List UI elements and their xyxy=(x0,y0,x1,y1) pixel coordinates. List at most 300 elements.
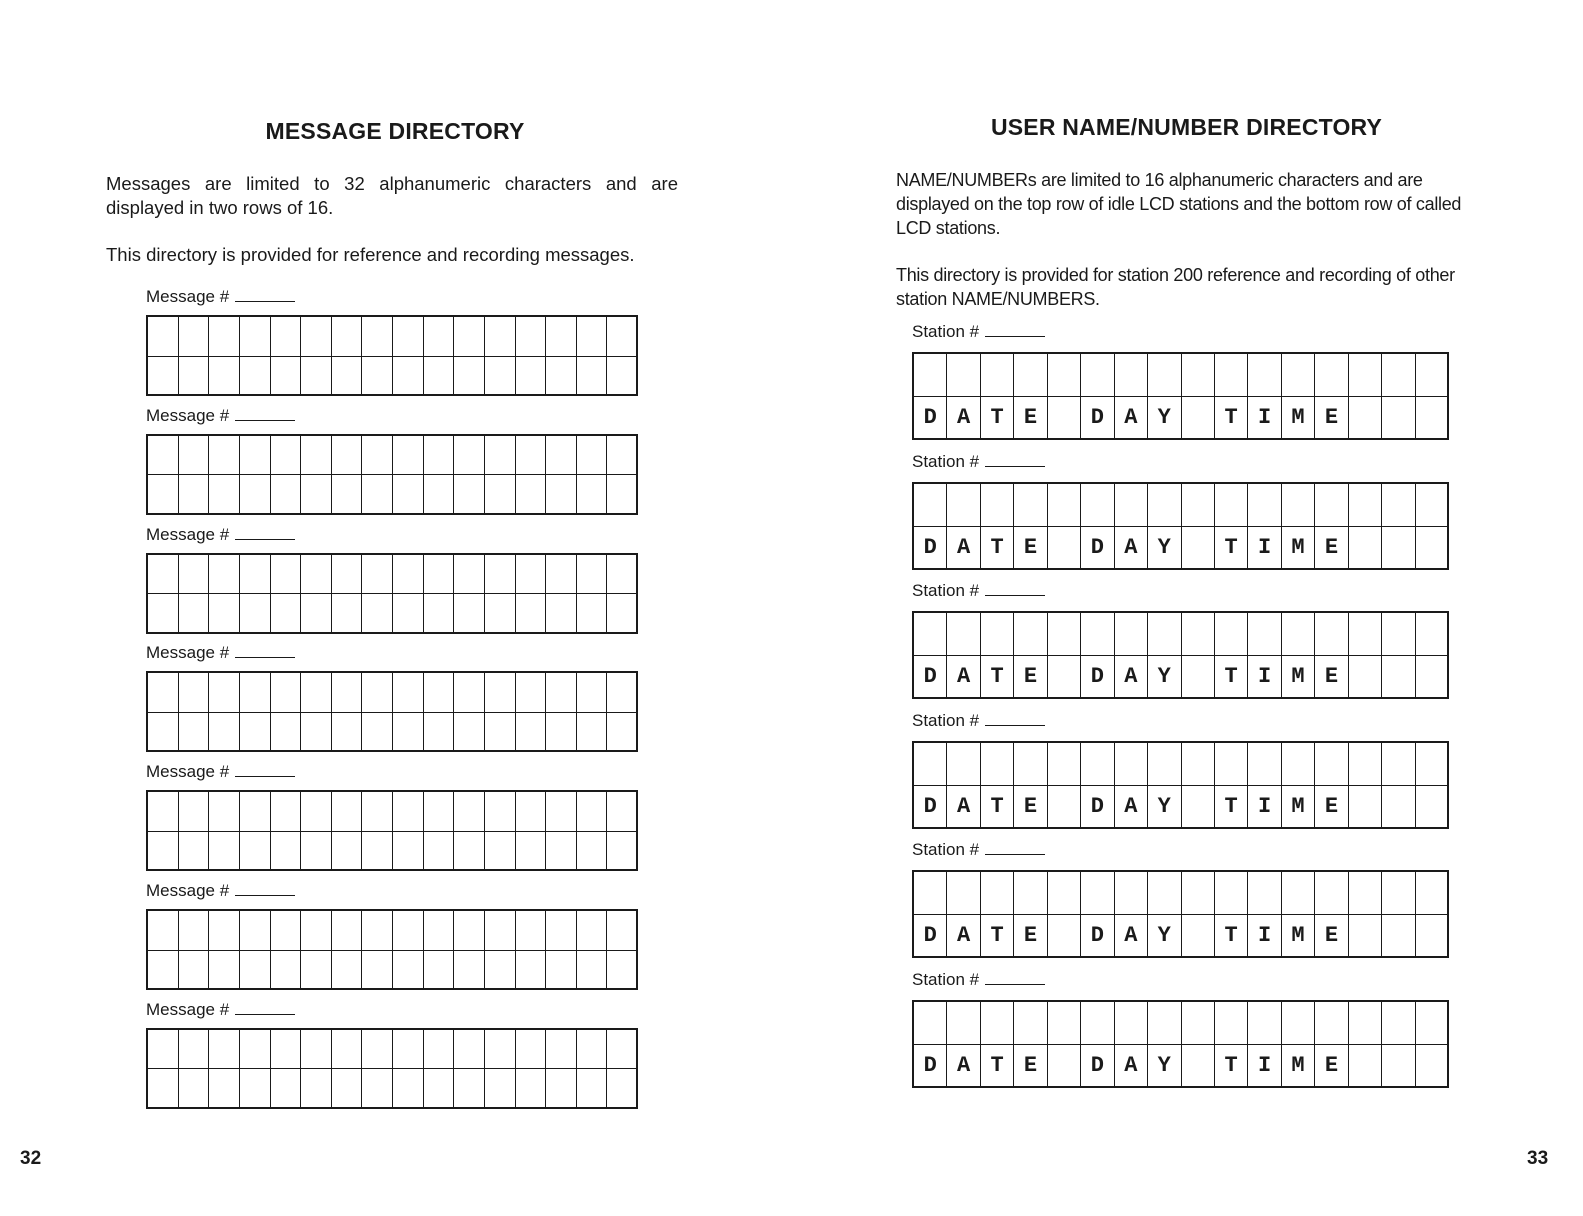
station-date-day-time-cell[interactable]: A xyxy=(947,397,980,440)
message-character-cell[interactable] xyxy=(209,911,240,951)
message-character-cell[interactable] xyxy=(332,555,363,595)
station-name-cell[interactable] xyxy=(1315,484,1348,527)
message-character-cell[interactable] xyxy=(209,436,240,476)
message-character-cell[interactable] xyxy=(454,673,485,713)
station-name-cell[interactable] xyxy=(1148,872,1181,915)
message-character-cell[interactable] xyxy=(148,317,179,357)
message-character-cell[interactable] xyxy=(362,475,393,515)
station-date-day-time-cell[interactable]: A xyxy=(1115,1045,1148,1088)
message-character-cell[interactable] xyxy=(240,673,271,713)
message-character-cell[interactable] xyxy=(148,436,179,476)
station-name-cell[interactable] xyxy=(1248,743,1281,786)
message-character-cell[interactable] xyxy=(240,951,271,991)
station-date-day-time-cell[interactable]: T xyxy=(1215,527,1248,570)
station-name-cell[interactable] xyxy=(1282,743,1315,786)
message-character-cell[interactable] xyxy=(271,1069,302,1109)
station-date-day-time-cell[interactable] xyxy=(1382,786,1415,829)
station-date-day-time-cell[interactable]: T xyxy=(1215,656,1248,699)
station-date-day-time-cell[interactable]: D xyxy=(1081,786,1114,829)
station-date-day-time-cell[interactable]: A xyxy=(1115,786,1148,829)
message-character-cell[interactable] xyxy=(577,713,608,753)
message-character-cell[interactable] xyxy=(546,951,577,991)
message-character-cell[interactable] xyxy=(271,357,302,397)
message-character-cell[interactable] xyxy=(301,1069,332,1109)
message-character-cell[interactable] xyxy=(332,792,363,832)
station-name-cell[interactable] xyxy=(1382,1002,1415,1045)
message-character-cell[interactable] xyxy=(546,792,577,832)
message-character-cell[interactable] xyxy=(424,1030,455,1070)
message-character-cell[interactable] xyxy=(454,792,485,832)
station-name-cell[interactable] xyxy=(1416,872,1449,915)
station-name-cell[interactable] xyxy=(1081,743,1114,786)
station-name-cell[interactable] xyxy=(1382,613,1415,656)
station-name-cell[interactable] xyxy=(1014,872,1047,915)
station-name-cell[interactable] xyxy=(1182,484,1215,527)
message-character-cell[interactable] xyxy=(607,792,638,832)
station-name-cell[interactable] xyxy=(1182,743,1215,786)
station-date-day-time-cell[interactable]: E xyxy=(1014,915,1047,958)
station-name-cell[interactable] xyxy=(1115,613,1148,656)
station-date-day-time-cell[interactable]: D xyxy=(914,397,947,440)
message-character-cell[interactable] xyxy=(424,436,455,476)
message-character-cell[interactable] xyxy=(271,475,302,515)
station-date-day-time-cell[interactable]: E xyxy=(1315,527,1348,570)
message-character-cell[interactable] xyxy=(271,911,302,951)
message-character-cell[interactable] xyxy=(546,436,577,476)
message-character-cell[interactable] xyxy=(454,911,485,951)
message-character-cell[interactable] xyxy=(332,911,363,951)
message-character-cell[interactable] xyxy=(148,911,179,951)
message-character-cell[interactable] xyxy=(516,951,547,991)
message-character-cell[interactable] xyxy=(240,357,271,397)
station-name-cell[interactable] xyxy=(1115,484,1148,527)
message-character-cell[interactable] xyxy=(209,475,240,515)
station-name-cell[interactable] xyxy=(1349,484,1382,527)
message-character-cell[interactable] xyxy=(485,792,516,832)
station-name-cell[interactable] xyxy=(914,484,947,527)
station-date-day-time-cell[interactable]: Y xyxy=(1148,397,1181,440)
station-date-day-time-cell[interactable] xyxy=(1382,527,1415,570)
station-name-cell[interactable] xyxy=(947,1002,980,1045)
station-date-day-time-cell[interactable]: Y xyxy=(1148,786,1181,829)
message-character-cell[interactable] xyxy=(240,792,271,832)
message-character-cell[interactable] xyxy=(179,832,210,872)
station-name-cell[interactable] xyxy=(947,872,980,915)
message-character-cell[interactable] xyxy=(485,594,516,634)
message-character-cell[interactable] xyxy=(485,713,516,753)
message-character-cell[interactable] xyxy=(607,594,638,634)
station-date-day-time-cell[interactable]: M xyxy=(1282,656,1315,699)
message-number-blank[interactable] xyxy=(235,656,295,658)
station-name-cell[interactable] xyxy=(914,743,947,786)
message-character-cell[interactable] xyxy=(148,792,179,832)
station-name-cell[interactable] xyxy=(1215,1002,1248,1045)
station-date-day-time-cell[interactable]: E xyxy=(1315,915,1348,958)
station-name-cell[interactable] xyxy=(1282,872,1315,915)
message-character-cell[interactable] xyxy=(301,475,332,515)
station-date-day-time-cell[interactable]: A xyxy=(1115,915,1148,958)
message-character-cell[interactable] xyxy=(179,436,210,476)
message-character-cell[interactable] xyxy=(393,357,424,397)
station-name-cell[interactable] xyxy=(1115,1002,1148,1045)
message-character-cell[interactable] xyxy=(209,357,240,397)
message-character-cell[interactable] xyxy=(607,317,638,357)
station-date-day-time-cell[interactable]: A xyxy=(1115,397,1148,440)
station-date-day-time-cell[interactable]: M xyxy=(1282,397,1315,440)
message-character-cell[interactable] xyxy=(393,436,424,476)
station-date-day-time-cell[interactable]: Y xyxy=(1148,527,1181,570)
station-name-cell[interactable] xyxy=(1315,613,1348,656)
message-character-cell[interactable] xyxy=(271,673,302,713)
message-character-cell[interactable] xyxy=(424,317,455,357)
message-character-cell[interactable] xyxy=(393,555,424,595)
message-character-cell[interactable] xyxy=(179,1069,210,1109)
message-number-blank[interactable] xyxy=(235,1013,295,1015)
message-character-cell[interactable] xyxy=(301,436,332,476)
station-name-cell[interactable] xyxy=(981,872,1014,915)
message-character-cell[interactable] xyxy=(516,1030,547,1070)
station-name-cell[interactable] xyxy=(1416,354,1449,397)
station-name-cell[interactable] xyxy=(1215,872,1248,915)
message-character-cell[interactable] xyxy=(209,951,240,991)
message-character-cell[interactable] xyxy=(332,713,363,753)
message-character-cell[interactable] xyxy=(332,1069,363,1109)
message-number-blank[interactable] xyxy=(235,300,295,302)
message-character-cell[interactable] xyxy=(209,594,240,634)
station-date-day-time-cell[interactable] xyxy=(1416,786,1449,829)
station-name-cell[interactable] xyxy=(1081,613,1114,656)
station-name-cell[interactable] xyxy=(1248,1002,1281,1045)
station-date-day-time-cell[interactable]: E xyxy=(1014,527,1047,570)
message-character-cell[interactable] xyxy=(179,475,210,515)
station-name-cell[interactable] xyxy=(1014,613,1047,656)
message-character-cell[interactable] xyxy=(546,832,577,872)
message-character-cell[interactable] xyxy=(516,555,547,595)
message-character-cell[interactable] xyxy=(454,594,485,634)
message-character-cell[interactable] xyxy=(546,594,577,634)
message-character-cell[interactable] xyxy=(485,475,516,515)
message-character-cell[interactable] xyxy=(546,1069,577,1109)
message-character-cell[interactable] xyxy=(393,713,424,753)
message-character-cell[interactable] xyxy=(546,911,577,951)
station-date-day-time-cell[interactable] xyxy=(1048,786,1081,829)
message-character-cell[interactable] xyxy=(179,594,210,634)
message-character-cell[interactable] xyxy=(607,673,638,713)
station-name-cell[interactable] xyxy=(1014,484,1047,527)
station-date-day-time-cell[interactable] xyxy=(1382,915,1415,958)
message-character-cell[interactable] xyxy=(577,1030,608,1070)
station-date-day-time-cell[interactable] xyxy=(1349,786,1382,829)
message-character-cell[interactable] xyxy=(301,317,332,357)
station-name-cell[interactable] xyxy=(1416,1002,1449,1045)
station-name-cell[interactable] xyxy=(1148,743,1181,786)
message-character-cell[interactable] xyxy=(454,1069,485,1109)
station-number-blank[interactable] xyxy=(985,465,1045,467)
station-name-cell[interactable] xyxy=(914,1002,947,1045)
message-character-cell[interactable] xyxy=(424,713,455,753)
message-character-cell[interactable] xyxy=(424,832,455,872)
message-character-cell[interactable] xyxy=(362,832,393,872)
station-name-cell[interactable] xyxy=(1349,872,1382,915)
message-character-cell[interactable] xyxy=(148,1030,179,1070)
station-name-cell[interactable] xyxy=(1081,872,1114,915)
station-date-day-time-cell[interactable] xyxy=(1182,786,1215,829)
message-character-cell[interactable] xyxy=(546,317,577,357)
message-character-cell[interactable] xyxy=(454,357,485,397)
station-date-day-time-cell[interactable]: T xyxy=(1215,1045,1248,1088)
message-character-cell[interactable] xyxy=(424,475,455,515)
message-character-cell[interactable] xyxy=(179,357,210,397)
message-character-cell[interactable] xyxy=(393,951,424,991)
station-name-cell[interactable] xyxy=(1048,872,1081,915)
message-character-cell[interactable] xyxy=(362,1069,393,1109)
message-character-cell[interactable] xyxy=(454,951,485,991)
message-character-cell[interactable] xyxy=(301,911,332,951)
station-date-day-time-cell[interactable] xyxy=(1382,1045,1415,1088)
message-character-cell[interactable] xyxy=(393,475,424,515)
station-name-cell[interactable] xyxy=(981,1002,1014,1045)
station-name-cell[interactable] xyxy=(1148,1002,1181,1045)
message-character-cell[interactable] xyxy=(148,1069,179,1109)
station-date-day-time-cell[interactable]: E xyxy=(1315,656,1348,699)
station-date-day-time-cell[interactable]: I xyxy=(1248,397,1281,440)
station-name-cell[interactable] xyxy=(1248,354,1281,397)
station-date-day-time-cell[interactable]: D xyxy=(1081,1045,1114,1088)
station-name-cell[interactable] xyxy=(1282,613,1315,656)
message-character-cell[interactable] xyxy=(516,673,547,713)
message-character-cell[interactable] xyxy=(362,436,393,476)
message-character-cell[interactable] xyxy=(454,1030,485,1070)
message-character-cell[interactable] xyxy=(607,951,638,991)
message-character-cell[interactable] xyxy=(393,1069,424,1109)
message-character-cell[interactable] xyxy=(607,1030,638,1070)
message-character-cell[interactable] xyxy=(332,317,363,357)
station-name-cell[interactable] xyxy=(1382,354,1415,397)
message-character-cell[interactable] xyxy=(148,832,179,872)
message-character-cell[interactable] xyxy=(546,357,577,397)
station-name-cell[interactable] xyxy=(1081,1002,1114,1045)
station-name-cell[interactable] xyxy=(1248,484,1281,527)
message-character-cell[interactable] xyxy=(332,594,363,634)
station-date-day-time-cell[interactable] xyxy=(1416,915,1449,958)
station-name-cell[interactable] xyxy=(947,613,980,656)
message-character-cell[interactable] xyxy=(301,713,332,753)
message-character-cell[interactable] xyxy=(179,317,210,357)
station-name-cell[interactable] xyxy=(1248,613,1281,656)
message-character-cell[interactable] xyxy=(393,317,424,357)
station-name-cell[interactable] xyxy=(1315,872,1348,915)
station-date-day-time-cell[interactable]: T xyxy=(981,397,1014,440)
station-name-cell[interactable] xyxy=(1248,872,1281,915)
station-name-cell[interactable] xyxy=(1014,1002,1047,1045)
message-character-cell[interactable] xyxy=(240,436,271,476)
message-character-cell[interactable] xyxy=(485,673,516,713)
message-character-cell[interactable] xyxy=(577,357,608,397)
message-character-cell[interactable] xyxy=(546,475,577,515)
message-character-cell[interactable] xyxy=(516,1069,547,1109)
station-date-day-time-cell[interactable]: Y xyxy=(1148,1045,1181,1088)
station-name-cell[interactable] xyxy=(981,484,1014,527)
message-character-cell[interactable] xyxy=(454,317,485,357)
station-date-day-time-cell[interactable]: D xyxy=(914,915,947,958)
message-number-blank[interactable] xyxy=(235,775,295,777)
station-name-cell[interactable] xyxy=(1081,354,1114,397)
message-character-cell[interactable] xyxy=(271,792,302,832)
station-date-day-time-cell[interactable]: E xyxy=(1014,786,1047,829)
station-date-day-time-cell[interactable]: D xyxy=(1081,656,1114,699)
message-character-cell[interactable] xyxy=(148,475,179,515)
message-character-cell[interactable] xyxy=(148,713,179,753)
station-name-cell[interactable] xyxy=(1148,613,1181,656)
station-date-day-time-cell[interactable]: E xyxy=(1315,1045,1348,1088)
station-date-day-time-cell[interactable] xyxy=(1048,656,1081,699)
station-date-day-time-cell[interactable]: E xyxy=(1014,1045,1047,1088)
message-character-cell[interactable] xyxy=(271,951,302,991)
station-date-day-time-cell[interactable] xyxy=(1349,1045,1382,1088)
station-date-day-time-cell[interactable]: M xyxy=(1282,1045,1315,1088)
message-character-cell[interactable] xyxy=(454,713,485,753)
message-character-cell[interactable] xyxy=(485,555,516,595)
station-date-day-time-cell[interactable]: E xyxy=(1315,786,1348,829)
station-name-cell[interactable] xyxy=(947,743,980,786)
station-date-day-time-cell[interactable]: Y xyxy=(1148,656,1181,699)
station-name-cell[interactable] xyxy=(1315,1002,1348,1045)
message-character-cell[interactable] xyxy=(607,832,638,872)
station-date-day-time-cell[interactable]: T xyxy=(981,915,1014,958)
message-character-cell[interactable] xyxy=(393,1030,424,1070)
message-character-cell[interactable] xyxy=(362,555,393,595)
station-name-cell[interactable] xyxy=(1282,484,1315,527)
station-date-day-time-cell[interactable] xyxy=(1349,397,1382,440)
station-date-day-time-cell[interactable]: E xyxy=(1014,656,1047,699)
message-character-cell[interactable] xyxy=(577,1069,608,1109)
message-character-cell[interactable] xyxy=(240,555,271,595)
station-date-day-time-cell[interactable]: T xyxy=(981,656,1014,699)
station-name-cell[interactable] xyxy=(1382,872,1415,915)
message-character-cell[interactable] xyxy=(332,357,363,397)
station-date-day-time-cell[interactable] xyxy=(1048,527,1081,570)
station-date-day-time-cell[interactable] xyxy=(1416,1045,1449,1088)
message-character-cell[interactable] xyxy=(577,555,608,595)
message-character-cell[interactable] xyxy=(332,1030,363,1070)
station-date-day-time-cell[interactable]: D xyxy=(1081,527,1114,570)
message-character-cell[interactable] xyxy=(301,951,332,991)
message-character-cell[interactable] xyxy=(362,1030,393,1070)
message-character-cell[interactable] xyxy=(362,713,393,753)
station-name-cell[interactable] xyxy=(1048,484,1081,527)
message-character-cell[interactable] xyxy=(362,357,393,397)
station-name-cell[interactable] xyxy=(981,743,1014,786)
message-character-cell[interactable] xyxy=(209,555,240,595)
station-date-day-time-cell[interactable] xyxy=(1416,656,1449,699)
message-character-cell[interactable] xyxy=(332,673,363,713)
station-date-day-time-cell[interactable]: D xyxy=(914,527,947,570)
station-name-cell[interactable] xyxy=(1215,613,1248,656)
message-character-cell[interactable] xyxy=(301,555,332,595)
message-character-cell[interactable] xyxy=(209,713,240,753)
station-number-blank[interactable] xyxy=(985,594,1045,596)
station-date-day-time-cell[interactable]: D xyxy=(914,1045,947,1088)
station-name-cell[interactable] xyxy=(1048,743,1081,786)
station-date-day-time-cell[interactable]: T xyxy=(981,786,1014,829)
station-name-cell[interactable] xyxy=(1148,354,1181,397)
message-character-cell[interactable] xyxy=(577,436,608,476)
message-character-cell[interactable] xyxy=(240,317,271,357)
message-character-cell[interactable] xyxy=(424,792,455,832)
message-character-cell[interactable] xyxy=(179,951,210,991)
station-date-day-time-cell[interactable] xyxy=(1416,397,1449,440)
message-character-cell[interactable] xyxy=(393,594,424,634)
station-name-cell[interactable] xyxy=(914,613,947,656)
message-character-cell[interactable] xyxy=(516,475,547,515)
station-name-cell[interactable] xyxy=(1315,354,1348,397)
message-character-cell[interactable] xyxy=(607,555,638,595)
message-character-cell[interactable] xyxy=(332,832,363,872)
station-date-day-time-cell[interactable]: A xyxy=(947,1045,980,1088)
station-name-cell[interactable] xyxy=(1115,354,1148,397)
message-character-cell[interactable] xyxy=(485,951,516,991)
station-date-day-time-cell[interactable]: Y xyxy=(1148,915,1181,958)
message-character-cell[interactable] xyxy=(577,951,608,991)
station-name-cell[interactable] xyxy=(1349,354,1382,397)
station-date-day-time-cell[interactable] xyxy=(1048,1045,1081,1088)
station-name-cell[interactable] xyxy=(1382,743,1415,786)
station-name-cell[interactable] xyxy=(1014,354,1047,397)
message-character-cell[interactable] xyxy=(209,673,240,713)
station-date-day-time-cell[interactable] xyxy=(1182,527,1215,570)
message-character-cell[interactable] xyxy=(546,1030,577,1070)
station-date-day-time-cell[interactable]: T xyxy=(981,527,1014,570)
message-number-blank[interactable] xyxy=(235,894,295,896)
message-character-cell[interactable] xyxy=(271,555,302,595)
message-character-cell[interactable] xyxy=(209,792,240,832)
message-character-cell[interactable] xyxy=(148,951,179,991)
message-character-cell[interactable] xyxy=(148,673,179,713)
station-date-day-time-cell[interactable] xyxy=(1349,915,1382,958)
message-character-cell[interactable] xyxy=(516,792,547,832)
station-date-day-time-cell[interactable]: D xyxy=(914,786,947,829)
message-character-cell[interactable] xyxy=(240,1069,271,1109)
message-character-cell[interactable] xyxy=(485,317,516,357)
message-character-cell[interactable] xyxy=(301,594,332,634)
station-date-day-time-cell[interactable] xyxy=(1349,656,1382,699)
message-character-cell[interactable] xyxy=(577,317,608,357)
message-character-cell[interactable] xyxy=(607,475,638,515)
station-name-cell[interactable] xyxy=(1115,743,1148,786)
message-character-cell[interactable] xyxy=(424,951,455,991)
station-name-cell[interactable] xyxy=(1315,743,1348,786)
message-character-cell[interactable] xyxy=(209,317,240,357)
station-date-day-time-cell[interactable]: A xyxy=(947,786,980,829)
message-character-cell[interactable] xyxy=(577,792,608,832)
message-character-cell[interactable] xyxy=(240,594,271,634)
station-name-cell[interactable] xyxy=(1182,1002,1215,1045)
message-character-cell[interactable] xyxy=(240,911,271,951)
station-date-day-time-cell[interactable]: T xyxy=(981,1045,1014,1088)
message-character-cell[interactable] xyxy=(393,792,424,832)
message-character-cell[interactable] xyxy=(179,713,210,753)
message-character-cell[interactable] xyxy=(362,673,393,713)
station-date-day-time-cell[interactable]: I xyxy=(1248,1045,1281,1088)
message-character-cell[interactable] xyxy=(362,951,393,991)
message-character-cell[interactable] xyxy=(424,594,455,634)
message-character-cell[interactable] xyxy=(179,911,210,951)
message-character-cell[interactable] xyxy=(516,713,547,753)
message-character-cell[interactable] xyxy=(454,436,485,476)
message-character-cell[interactable] xyxy=(301,673,332,713)
message-character-cell[interactable] xyxy=(271,713,302,753)
station-date-day-time-cell[interactable]: E xyxy=(1014,397,1047,440)
